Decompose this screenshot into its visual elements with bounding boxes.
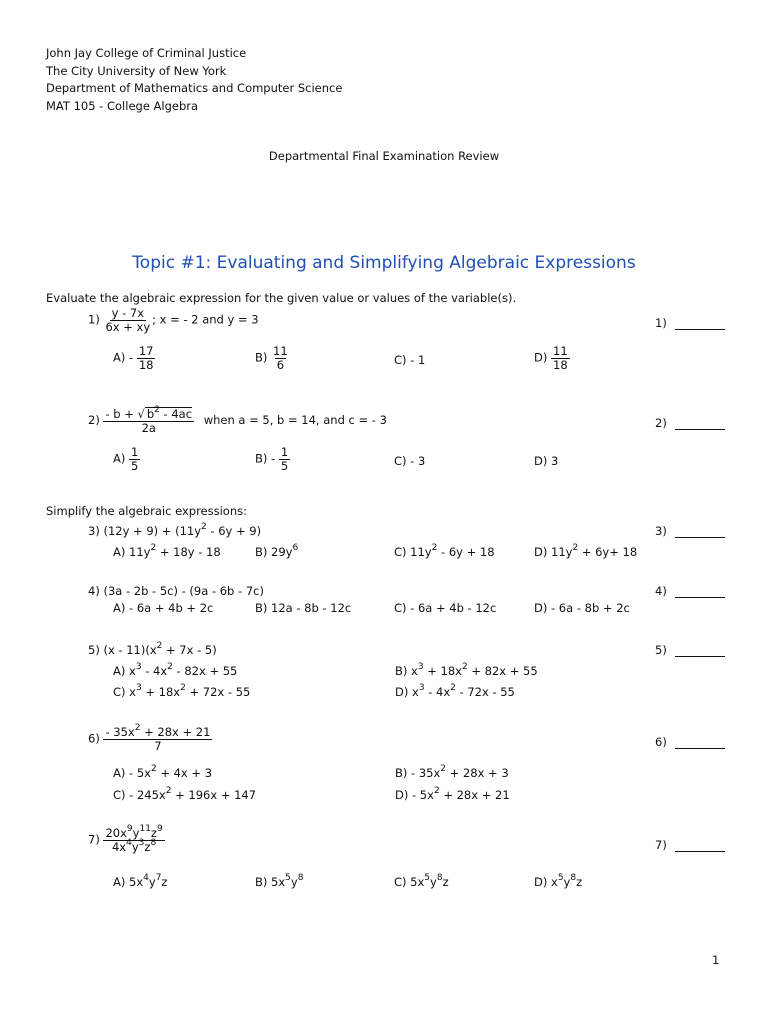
numerator: - $35x^2 + 28x + 21$ [105,723,211,739]
question-number: 6) [88,731,100,746]
question-number: 7) [88,832,100,847]
radicand: $b^2 - 4ac$ [146,405,193,421]
fraction [103,723,212,753]
choice-c: C) $11y^2 - 6y + 18$ [394,543,495,559]
numerator: 1 [280,445,289,459]
question-4: 4) (3a - 2b - 5c) - (9a - 6b - 7c) [88,584,264,598]
condition: when a = 5, b = 14, and c = - 3 [203,413,387,428]
page-subtitle: Departmental Final Examination Review [268,149,500,163]
answer-label: 1) [655,316,667,330]
denominator: 6 [276,357,285,372]
choice-b: B) 12a - 8b - 12c [255,601,352,615]
answer-blank-1[interactable] [655,316,725,330]
choice-d [534,345,570,371]
choice-d: D) $11y^2 + 6y+ 18$ [534,543,638,559]
choice-b [255,345,290,371]
fraction [103,407,194,434]
answer-label: 7) [655,838,667,852]
choice-b: B) $5x^5y^8$ [255,873,304,889]
choice-prefix: B) [255,350,268,365]
fraction [103,307,152,333]
header-line-1: John Jay College of Criminal Justice [46,46,247,60]
question-3: 3) $(12y + 9) + (11y^2 - 6y + 9)$ [88,522,262,538]
answer-blank-3[interactable] [655,524,725,538]
choice-prefix: A) [113,451,126,466]
choice-d: $D) - 5x^2 + 28x + 21$ [395,786,510,802]
question-2 [88,407,387,434]
choice-a [113,345,155,371]
condition: ; x = - 2 and y = 3 [152,312,259,327]
header-line-2: The City University of New York [46,64,227,78]
question-5: 5) $(x - 11)(x^2 + 7x - 5)$ [88,641,217,657]
choice-d: D) $x^3 - 4x^2 - 72x - 55$ [395,683,515,699]
fraction [279,446,290,472]
header-line-3: Department of Mathematics and Computer Science [46,81,343,95]
choice-b: $B) - 35x^2 + 28x + 3$ [395,764,509,780]
numerator-prefix: - b + [105,407,138,421]
choice-a: A) $x^3 - 4x^2 - 82x + 55$ [113,662,238,678]
choice-a: $A) - 5x^2 + 4x + 3$ [113,764,213,780]
choice-a: A) $11y^2 + 18y - 18$ [113,543,221,559]
choice-c: C) - 6a + 4b - 12c [394,601,497,615]
choice-c: C) - 3 [394,454,426,468]
numerator: y - 7x [111,306,144,320]
denominator: $4x^4y^3z^8$ [111,837,157,854]
denominator: 7 [154,738,162,753]
answer-blank-6[interactable] [655,735,725,749]
answer-label: 2) [655,416,667,430]
answer-label: 3) [655,524,667,538]
instruction-simplify: Simplify the algebraic expressions: [46,504,247,518]
answer-blank-5[interactable] [655,643,725,657]
fraction [271,345,290,371]
choice-c: C) $x^3 + 18x^2 + 72x - 55$ [113,683,251,699]
question-number: 2) [88,413,100,428]
choice-prefix: B) - [255,451,276,466]
choice-b: B) $x^3 + 18x^2 + 82x + 55$ [395,662,538,678]
answer-blank-2[interactable] [655,416,725,430]
choice-c: C) - 1 [394,353,426,367]
fraction [103,824,164,854]
choice-a [113,446,140,472]
choice-c: C) $5x^5y^8z$ [394,873,449,889]
page-number: 1 [712,953,720,967]
choice-prefix: A) - [113,350,134,365]
topic-title: Topic #1: Evaluating and Simplifying Algebraic Expressions [132,253,636,273]
answer-label: 5) [655,643,667,657]
denominator: 2a [141,420,156,435]
choice-a: A) - 6a + 4b + 2c [113,601,214,615]
fraction [551,345,570,371]
numerator: - b + √ $b^2 - 4ac$ [105,405,193,421]
question-6 [88,723,212,753]
numerator: 11 [273,344,288,358]
denominator: 6x + xy [105,319,151,334]
question-1 [88,307,259,333]
numerator: $20x^9y^{11}z^9$ [105,824,163,840]
header-line-4: MAT 105 - College Algebra [46,99,199,113]
answer-blank-4[interactable] [655,584,725,598]
denominator: 5 [280,458,289,473]
fraction [137,345,156,371]
numerator: 11 [553,344,568,358]
answer-label: 4) [655,584,667,598]
choice-d: D) - 6a - 8b + 2c [534,601,630,615]
instruction-evaluate: Evaluate the algebraic expression for the given value or values of the variable(s). [46,291,517,305]
choice-c: $C) - 245x^2 + 196x + 147$ [113,786,257,802]
denominator: 18 [138,357,154,372]
choice-b: B) $29y^6$ [255,543,299,559]
numerator: 1 [131,445,139,459]
question-number: 1) [88,312,100,327]
choice-prefix: D) [534,350,548,365]
choice-a: A) $5x^4y^7z$ [113,873,168,889]
choice-d: D) $x^5y^8z$ [534,873,583,889]
numerator: 17 [138,344,154,358]
denominator: 18 [553,357,568,372]
choice-d: D) 3 [534,454,559,468]
question-7 [88,824,165,854]
denominator: 5 [131,458,139,473]
answer-label: 6) [655,735,667,749]
choice-b [255,446,290,472]
answer-blank-7[interactable] [655,838,725,852]
fraction [129,446,140,472]
